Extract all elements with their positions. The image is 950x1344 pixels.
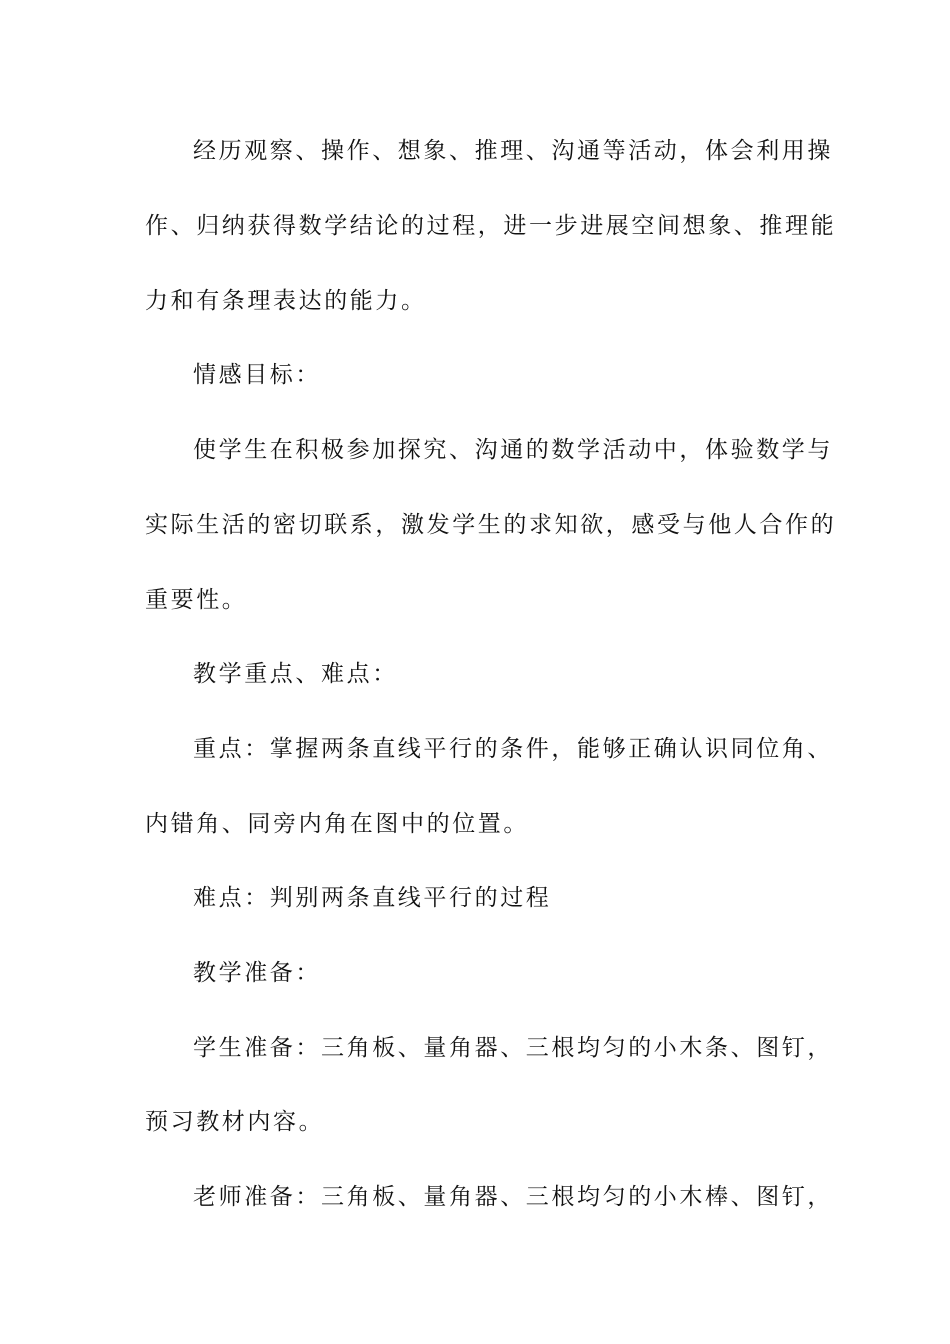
paragraph-emotion-goal-line-3: 重要性。 <box>145 587 248 613</box>
paragraph-process-goal-line-3: 力和有条理表达的能力。 <box>145 288 427 314</box>
heading-key-difficult-points: 教学重点、难点： <box>193 661 398 687</box>
paragraph-teacher-preparation-line-1: 老师准备：三角板、量角器、三根均匀的小木棒、图钉， <box>193 1184 833 1210</box>
paragraph-key-point-line-2: 内错角、同旁内角在图中的位置。 <box>145 811 529 837</box>
paragraph-student-preparation-line-1: 学生准备：三角板、量角器、三根均匀的小木条、图钉， <box>193 1035 833 1061</box>
paragraph-student-preparation-line-2: 预习教材内容。 <box>145 1109 325 1135</box>
paragraph-emotion-goal-line-1: 使学生在积极参加探究、沟通的数学活动中，体验数学与 <box>193 437 833 463</box>
heading-emotion-goal: 情感目标： <box>193 362 321 388</box>
heading-teaching-preparation: 教学准备： <box>193 960 321 986</box>
paragraph-emotion-goal-line-2: 实际生活的密切联系，激发学生的求知欲，感受与他人合作的 <box>145 512 837 538</box>
paragraph-difficult-point: 难点：判别两条直线平行的过程 <box>193 885 552 911</box>
paragraph-key-point-line-1: 重点：掌握两条直线平行的条件，能够正确认识同位角、 <box>193 736 833 762</box>
paragraph-process-goal-line-1: 经历观察、操作、想象、推理、沟通等活动，体会利用操 <box>193 138 833 164</box>
paragraph-process-goal-line-2: 作、归纳获得数学结论的过程，进一步进展空间想象、推理能 <box>145 213 837 239</box>
